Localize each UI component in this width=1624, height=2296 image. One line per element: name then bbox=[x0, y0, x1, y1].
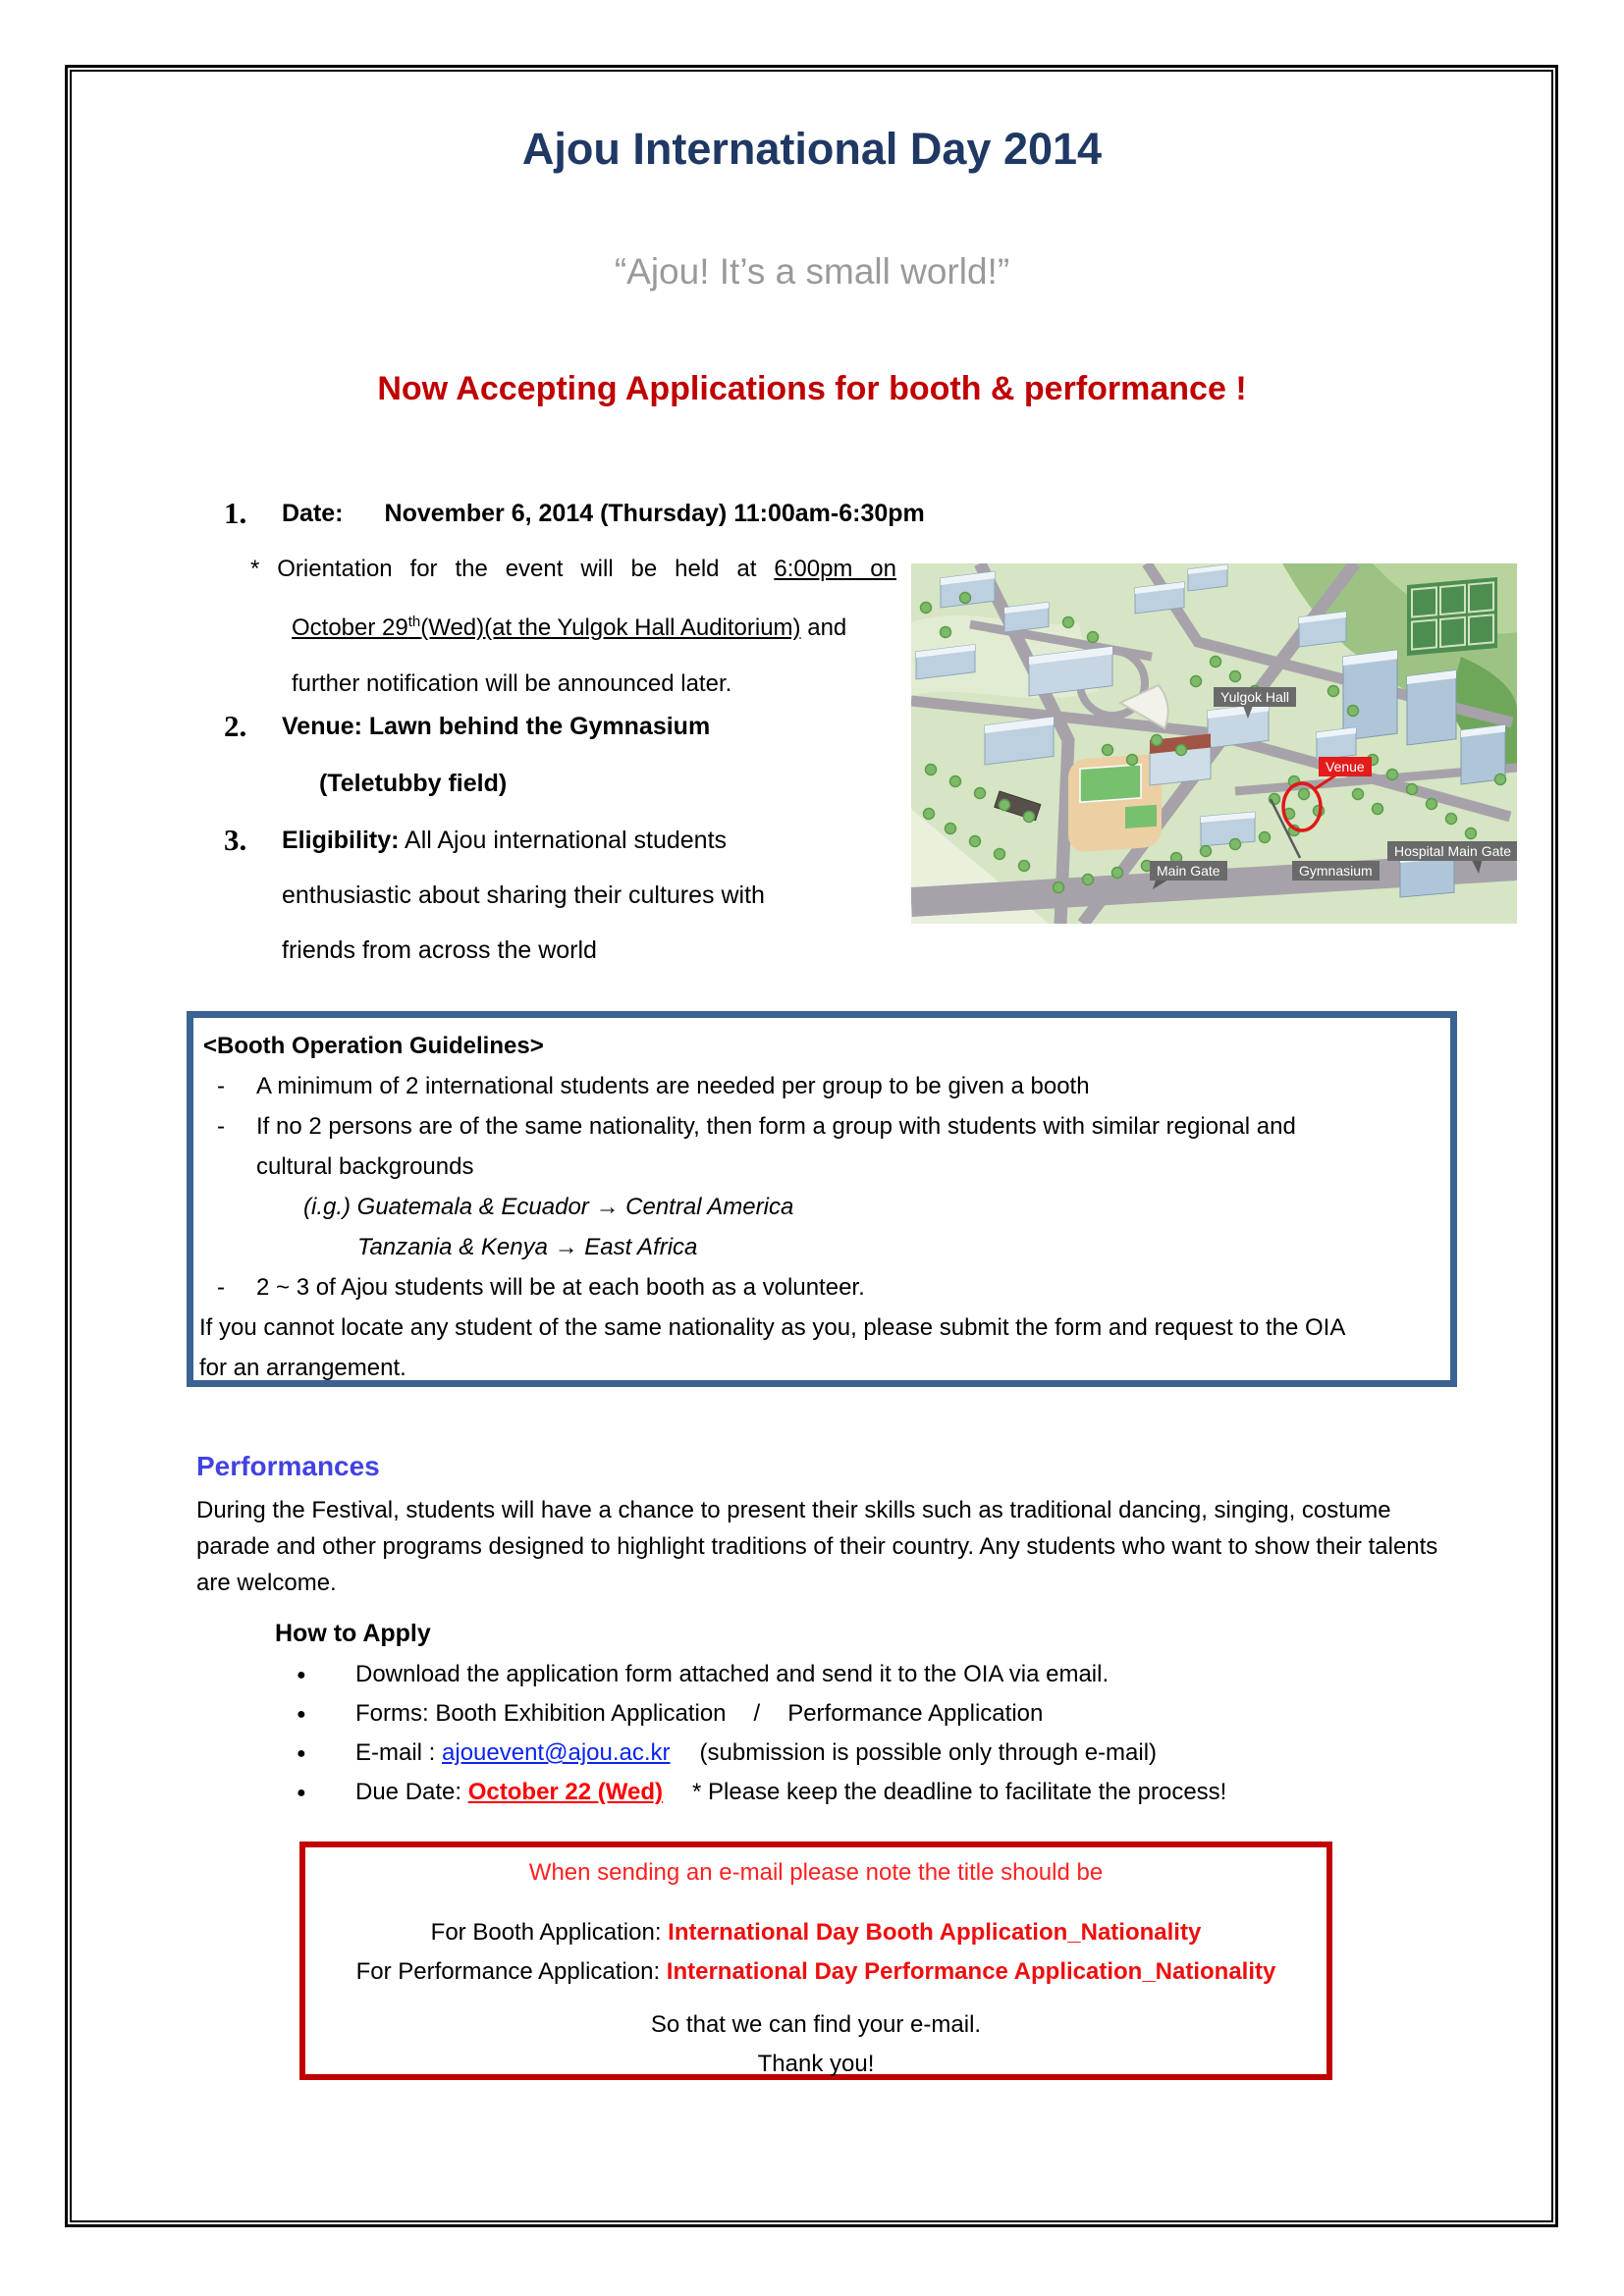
forms-suffix: Performance Application bbox=[787, 1700, 1044, 1727]
dash-bullet: - bbox=[217, 1113, 225, 1140]
guidelines-example-2: Tanzania & Kenya → East Africa bbox=[357, 1234, 698, 1260]
note-date: October 29 bbox=[292, 614, 408, 641]
orientation-note-line2 bbox=[292, 614, 846, 642]
note-venue-paren: (Wed)(at the Yulgok Hall Auditorium) bbox=[420, 614, 801, 641]
apply-bullet-download bbox=[297, 1661, 1109, 1688]
apply-bullet-download-text: Download the application form attached and send it to the OIA via email. bbox=[355, 1661, 1110, 1687]
dash-bullet: - bbox=[217, 1274, 225, 1301]
forms-separator: / bbox=[753, 1700, 761, 1727]
bullet-icon: ● bbox=[297, 1745, 306, 1762]
notice-closing-2: Thank you! bbox=[757, 2051, 875, 2077]
venue-subline: (Teletubby field) bbox=[319, 770, 508, 797]
email-link[interactable]: ajouevent@ajou.ac.kr bbox=[442, 1739, 671, 1766]
guidelines-item-1 bbox=[203, 1066, 1440, 1106]
campus-map-image bbox=[911, 563, 1517, 924]
apply-bullet-email bbox=[297, 1739, 1157, 1767]
bullet-icon: ● bbox=[297, 1667, 306, 1683]
apply-bullet-due-date bbox=[297, 1779, 1226, 1806]
orientation-note-line1 bbox=[250, 556, 896, 583]
guidelines-footer-line1: If you cannot locate any student of the same nationality as you, please submit the form and request to the OIA bbox=[199, 1314, 1346, 1341]
venue-line: Venue: Lawn behind the Gymnasium bbox=[282, 713, 711, 740]
performance-application-label: For Performance Application: bbox=[355, 1958, 661, 1985]
due-date-value: October 22 (Wed) bbox=[467, 1779, 663, 1805]
email-suffix: (submission is possible only through e-mail) bbox=[699, 1739, 1158, 1766]
page-title: Ajou International Day 2014 bbox=[521, 124, 1103, 174]
orientation-note-line3: further notification will be announced later. bbox=[292, 670, 732, 697]
notice-performance-line bbox=[305, 1952, 1326, 1992]
dash-bullet: - bbox=[217, 1073, 225, 1099]
eligibility-line3: friends from across the world bbox=[282, 936, 597, 964]
yulgok-label-pointer bbox=[1243, 706, 1253, 719]
booth-guidelines-box bbox=[187, 1011, 1457, 1387]
guidelines-item-3-text: 2 ~ 3 of Ajou students will be at each booth as a volunteer. bbox=[256, 1274, 865, 1301]
performance-application-title: International Day Performance Application_Nationality bbox=[666, 1958, 1276, 1985]
date-value: November 6, 2014 (Thursday) 11:00am-6:30pm bbox=[384, 500, 925, 527]
note-superscript: th bbox=[407, 614, 421, 630]
guidelines-title: <Booth Operation Guidelines> bbox=[203, 1033, 544, 1059]
map-label-venue: Venue bbox=[1319, 757, 1372, 776]
guidelines-item-3 bbox=[203, 1267, 1440, 1308]
note-text: * Orientation for the event will be held at bbox=[250, 556, 757, 582]
bullet-icon: ● bbox=[297, 1706, 306, 1723]
eligibility-text1: All Ajou international students bbox=[405, 827, 728, 854]
performances-heading: Performances bbox=[196, 1451, 380, 1481]
banner-heading: Now Accepting Applications for booth & performance ! bbox=[377, 370, 1247, 407]
notice-booth-line bbox=[305, 1913, 1326, 1952]
eligibility-line2: enthusiastic about sharing their cultures with bbox=[282, 881, 765, 909]
notice-closing-1: So that we can find your e-mail. bbox=[650, 2011, 982, 2038]
guidelines-example-1: (i.g.) Guatemala & Ecuador → Central America bbox=[303, 1194, 794, 1220]
due-date-suffix: * Please keep the deadline to facilitate the process! bbox=[692, 1779, 1227, 1805]
note-and: and bbox=[807, 614, 847, 641]
notice-spacer bbox=[305, 1992, 1326, 2005]
page-subtitle: “Ajou! It’s a small world!” bbox=[614, 251, 1010, 292]
map-label-gymnasium: Gymnasium bbox=[1292, 861, 1380, 881]
date-label: Date: bbox=[282, 500, 344, 527]
notice-line-1: When sending an e-mail please note the title should be bbox=[528, 1859, 1104, 1886]
booth-application-label: For Booth Application: bbox=[430, 1919, 662, 1946]
date-line bbox=[282, 500, 925, 528]
list-number-3: 3. bbox=[224, 823, 247, 857]
list-number-1: 1. bbox=[224, 496, 247, 530]
eligibility-label: Eligibility: bbox=[282, 827, 400, 854]
forms-prefix: Forms: Booth Exhibition Application bbox=[355, 1700, 727, 1727]
note-underlined-time: 6:00pm on bbox=[774, 556, 897, 582]
due-date-prefix: Due Date: bbox=[355, 1779, 462, 1805]
bullet-icon: ● bbox=[297, 1785, 306, 1801]
notice-spacer bbox=[305, 1893, 1326, 1913]
guidelines-item-2-line1 bbox=[203, 1106, 1440, 1147]
booth-application-title: International Day Booth Application_Nationality bbox=[668, 1919, 1202, 1946]
list-number-2: 2. bbox=[224, 709, 247, 743]
map-label-yulgok-hall: Yulgok Hall bbox=[1214, 687, 1296, 707]
eligibility-line1 bbox=[282, 827, 727, 855]
performances-paragraph: During the Festival, students will have a chance to present their skills such as traditional dancing, singing, costume parade and other programs designed to highlight traditions of their country. Any students who want to show their talents are welcome. bbox=[196, 1497, 1438, 1596]
email-prefix: E-mail : bbox=[355, 1739, 436, 1766]
email-title-notice-box bbox=[299, 1842, 1332, 2080]
guidelines-item-2-line2: cultural backgrounds bbox=[256, 1153, 474, 1180]
apply-bullet-forms bbox=[297, 1700, 1043, 1728]
how-to-apply-heading: How to Apply bbox=[275, 1620, 431, 1647]
map-label-main-gate: Main Gate bbox=[1150, 861, 1227, 881]
guidelines-footer-line2: for an arrangement. bbox=[199, 1355, 406, 1381]
map-label-hospital-main-gate: Hospital Main Gate bbox=[1387, 841, 1517, 861]
guidelines-item-1-text: A minimum of 2 international students are needed per group to be given a booth bbox=[256, 1073, 1090, 1099]
guidelines-item-2-text1: If no 2 persons are of the same nationality, then form a group with students with similar regional and bbox=[256, 1113, 1296, 1140]
note-underlined-date bbox=[292, 614, 801, 641]
